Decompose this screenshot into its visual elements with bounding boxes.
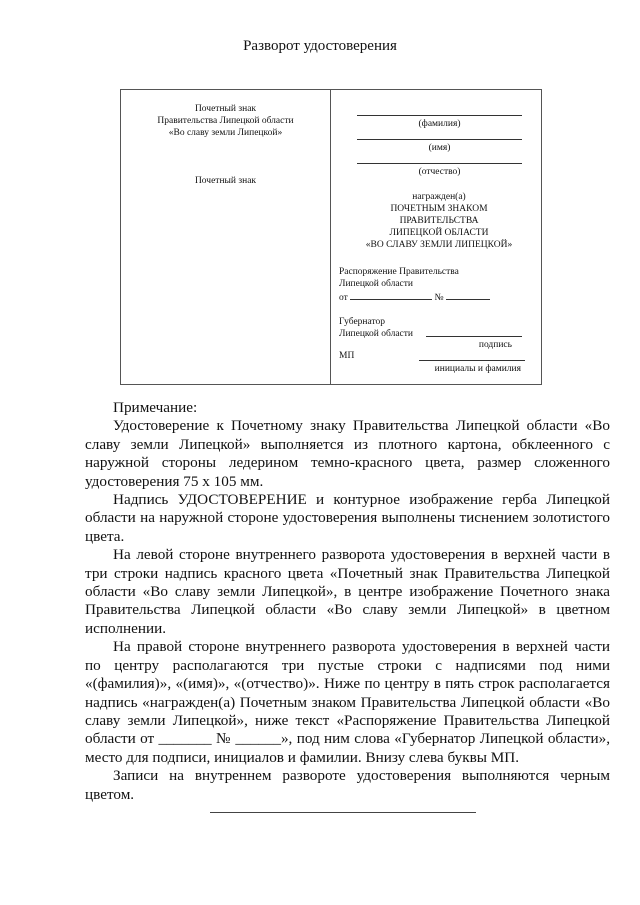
signature-line: [426, 336, 522, 337]
surname-line: [357, 115, 522, 116]
surname-label: (фамилия): [418, 119, 461, 129]
award-line: «ВО СЛАВУ ЗЕМЛИ ЛИПЕЦКОЙ»: [365, 240, 513, 250]
notes-paragraph: Записи на внутреннем развороте удостоверения выполняются черным цветом.: [85, 767, 610, 803]
order-line-1: Распоряжение Правительства: [339, 267, 459, 277]
governor-line-1: Губернатор: [339, 317, 386, 327]
patronymic-label: (отчество): [418, 167, 461, 177]
notes-section: [85, 399, 610, 804]
initials-line: [419, 360, 525, 361]
order-line-2: Липецкой области: [339, 279, 414, 289]
spread-fold-line: [330, 90, 331, 384]
initials-label: инициалы и фамилия: [434, 364, 521, 374]
left-title-line-3: «Во славу земли Липецкой»: [168, 128, 283, 138]
left-title-line-1: Почетный знак: [194, 104, 257, 114]
order-number-blank: [446, 290, 490, 300]
award-line: ПОЧЕТНЫМ ЗНАКОМ: [390, 204, 488, 214]
notes-heading: Примечание:: [113, 399, 198, 416]
order-date-blank: [350, 290, 432, 300]
notes-paragraph: Надпись УДОСТОВЕРЕНИЕ и контурное изображение герба Липецкой области на наружной стороне удостоверения выполнены тиснением золотистого цвета.: [85, 491, 610, 545]
award-line: ЛИПЕЦКОЙ ОБЛАСТИ: [389, 228, 489, 238]
signature-label: подпись: [478, 340, 512, 350]
left-page: [121, 103, 330, 187]
document-title: Разворот удостоверения: [243, 38, 397, 54]
mp-row: [339, 350, 539, 362]
left-title-line-2: Правительства Липецкой области: [157, 116, 294, 126]
award-line: ПРАВИТЕЛЬСТВА: [399, 216, 479, 226]
notes-paragraph: Удостоверение к Почетному знаку Правительства Липецкой области «Во славу земли Липецкой» выполняется из плотного картона, обклеенного с наружной стороны ледерином темно-красного цвета, размер сложенного удостоверения 75 х 105 мм.: [85, 417, 610, 490]
order-from-label: от: [339, 293, 348, 303]
patronymic-line: [357, 163, 522, 164]
end-rule: [210, 812, 476, 813]
governor-line-2: Липецкой области: [339, 329, 414, 339]
emblem-caption: Почетный знак: [194, 176, 257, 186]
notes-paragraph: На левой стороне внутреннего разворота удостоверения в верхней части в три строки надпись красного цвета «Почетный знак Правительства Липецкой области «Во славу земли Липецкой», в центре изображение Почетного знака Правительства Липецкой области «Во славу земли Липецкой» в цветном исполнении.: [85, 546, 610, 637]
order-number-sign: №: [434, 293, 444, 303]
name-label: (имя): [428, 143, 451, 153]
order-block: [339, 266, 539, 304]
mp-label: МП: [339, 351, 355, 361]
name-line: [357, 139, 522, 140]
notes-paragraph: На правой стороне внутреннего разворота удостоверения в верхней части по центру располагаются три пустые строки с надписями под ними «(фамилия)», «(имя)», «(отчество)». Ниже по центру в пять строк располагается надпись «награжден(а) Почетным знаком Правительства Липецкой области «Во славу земли Липецкой», ниже текст «Распоряжение Правительства Липецкой области от _______ № ______», под ним слова «Губернатор Липецкой области», место для подписи, инициалов и фамилии. Внизу слева буквы МП.: [85, 638, 610, 766]
certificate-spread: [120, 89, 542, 385]
award-line: награжден(а): [412, 192, 466, 202]
award-text: [339, 191, 539, 251]
order-date-number: [339, 290, 539, 304]
